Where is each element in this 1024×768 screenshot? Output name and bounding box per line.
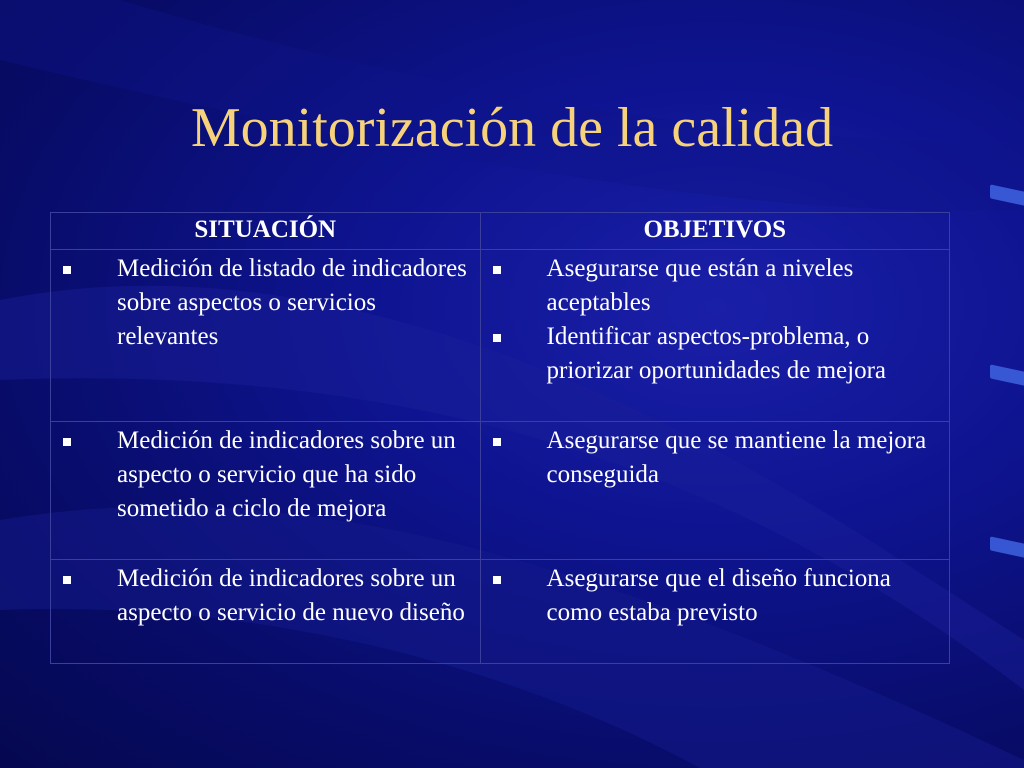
list-item — [51, 562, 474, 630]
objetivos-cell — [480, 560, 949, 664]
situacion-text: Medición de listado de indicadores sobre aspectos o servicios relevantes — [117, 255, 467, 350]
situacion-text: Medición de indicadores sobre un aspecto o servicio de nuevo diseño — [117, 565, 465, 626]
list-item — [51, 424, 474, 526]
list-item — [481, 252, 943, 320]
square-bullet-icon — [493, 576, 501, 584]
header-situacion: SITUACIÓN — [51, 213, 481, 250]
table-row — [51, 250, 950, 422]
square-bullet-icon — [493, 266, 501, 274]
situacion-cell — [51, 250, 481, 422]
slide-title: Monitorización de la calidad — [190, 97, 834, 159]
objetivos-cell — [480, 422, 949, 560]
table-row — [51, 422, 950, 560]
square-bullet-icon — [63, 438, 71, 446]
list-item — [481, 320, 943, 388]
situacion-objetivos-table — [50, 212, 950, 664]
table-row — [51, 560, 950, 664]
situacion-cell — [51, 560, 481, 664]
objetivo-text: Asegurarse que se mantiene la mejora conseguida — [546, 427, 927, 488]
list-item — [481, 424, 943, 492]
square-bullet-icon — [63, 576, 71, 584]
objetivo-text: Asegurarse que están a niveles aceptables — [546, 255, 854, 316]
objetivo-text: Identificar aspectos-problema, o priorizar oportunidades de mejora — [546, 323, 886, 384]
situacion-text: Medición de indicadores sobre un aspecto o servicio que ha sido sometido a ciclo de mejora — [117, 427, 456, 522]
list-item — [481, 562, 943, 630]
situacion-cell — [51, 422, 481, 560]
square-bullet-icon — [493, 334, 501, 342]
objetivo-text: Asegurarse que el diseño funciona como estaba previsto — [546, 565, 891, 626]
square-bullet-icon — [493, 438, 501, 446]
square-bullet-icon — [63, 266, 71, 274]
header-objetivos: OBJETIVOS — [480, 213, 949, 250]
objetivos-cell — [480, 250, 949, 422]
table-header-row — [51, 213, 950, 250]
list-item — [51, 252, 474, 354]
